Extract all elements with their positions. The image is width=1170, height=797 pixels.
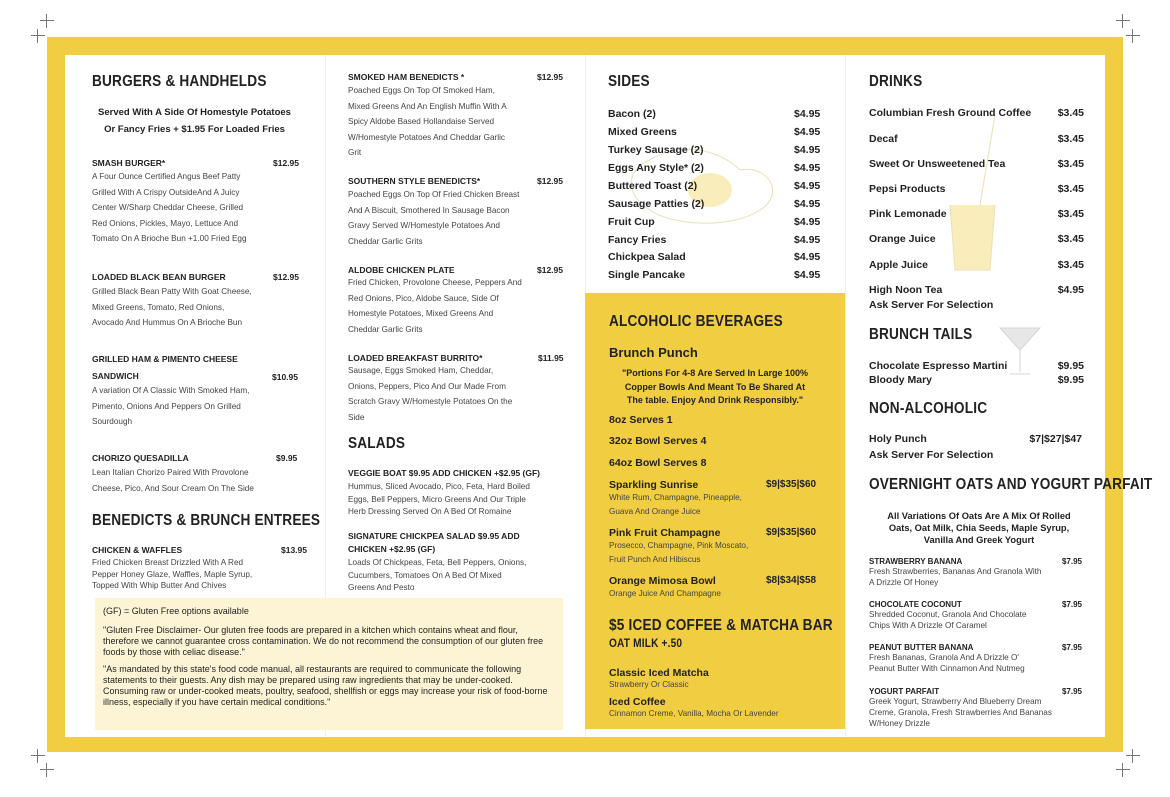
item-price: $10.95 xyxy=(272,372,298,382)
item-price: $4.95 xyxy=(794,126,821,138)
item-name: Bloody Mary xyxy=(869,374,933,386)
benedicts-heading: BENEDICTS & BRUNCH ENTREES xyxy=(92,512,321,529)
drinks-heading: DRINKS xyxy=(869,73,923,90)
item-name: GRILLED HAM & PIMENTO CHEESE xyxy=(92,354,238,364)
sides-heading: SIDES xyxy=(608,73,650,90)
drink-item xyxy=(869,158,1084,170)
item-name: ALDOBE CHICKEN PLATE xyxy=(348,265,455,275)
side-item xyxy=(608,180,828,192)
item-name: STRAWBERRY BANANA xyxy=(869,557,963,566)
item-price: $7.95 xyxy=(1061,643,1082,652)
menu-item xyxy=(92,272,297,331)
item-name: PEANUT BUTTER BANANA xyxy=(869,643,974,652)
item-price: $4.95 xyxy=(794,216,821,228)
item-price: $4.95 xyxy=(794,162,821,174)
item-desc: Fresh Bananas, Granola And A Drizzle O' Peanut Butter With Cinnamon And Nutmeg xyxy=(869,653,1025,673)
side-item xyxy=(608,162,828,174)
item-name: Orange Mimosa Bowl xyxy=(609,575,716,587)
salads-heading: SALADS xyxy=(348,435,406,452)
drink-item xyxy=(869,259,1084,271)
item-name: Pepsi Products xyxy=(869,183,946,195)
column-divider xyxy=(845,55,846,737)
menu-item xyxy=(92,354,297,430)
item-desc: Poached Eggs On Top Of Fried Chicken Breast And A Biscuit, Smothered In Sausage Bacon Gravy Served W/Homestyle Potatoes And Cheddar Garlic Grits xyxy=(348,190,520,246)
item-desc: Prosecco, Champagne, Pink Moscato, Fruit Punch And Hibiscus xyxy=(609,541,749,564)
item-price: $3.45 xyxy=(1057,158,1084,170)
menu-item xyxy=(869,643,1082,675)
item-name: Pink Lemonade xyxy=(869,208,947,220)
gluten-disclaimer: "Gluten Free Disclaimer- Our gluten free foods are prepared in a kitchen which contains wheat and flour, therefore we cannot guarantee cross contamination. We do not recommend the consumption of our gluten free foods by those with celiac disease." xyxy=(103,625,544,657)
side-item xyxy=(608,251,828,263)
item-price: $3.45 xyxy=(1057,259,1084,271)
item-desc: Hummus, Sliced Avocado, Pico, Feta, Hard Boiled Eggs, Bell Peppers, Micro Greens And Our Triple Herb Dressing Served On A Bed Of Romaine xyxy=(348,482,530,516)
item-price: $12.95 xyxy=(537,176,563,186)
item-name: Bacon (2) xyxy=(608,108,656,120)
item-desc: Loads Of Chickpeas, Feta, Bell Peppers, Onions, Cucumbers, Tomatoes On A Bed Of Mixed Greens And Pesto xyxy=(348,558,527,592)
item-desc: Cinnamon Creme, Vanilla, Mocha Or Lavender xyxy=(609,709,779,718)
item-desc: Grilled Black Bean Patty With Goat Cheese, Mixed Greens, Tomato, Red Onions, Avocado And Hummus On A Brioche Bun xyxy=(92,287,252,327)
item-name: VEGGIE BOAT $9.95 ADD CHICKEN +$2.95 (GF) xyxy=(348,468,541,478)
menu-item xyxy=(869,557,1082,589)
food-code-notice: "As mandated by this state's food code manual, all restaurants are required to communicate the following statements to their guests. Any dish may be prepared using raw ingredients that may be under-cooked. Consuming raw or under-cooked meats, poultry, seafood, shellfish or eggs may increase your risk of food-borne illness, especially if you have certain medical conditions." xyxy=(103,664,548,707)
gf-note: (GF) = Gluten Free options available xyxy=(103,606,249,616)
menu-item xyxy=(609,575,823,601)
menu-item xyxy=(869,433,1082,445)
menu-item xyxy=(609,667,709,690)
side-item xyxy=(608,198,828,210)
item-price: $9.95 xyxy=(1057,360,1084,372)
item-price: $4.95 xyxy=(794,180,821,192)
item-price: $4.95 xyxy=(794,198,821,210)
item-desc: Sausage, Eggs Smoked Ham, Cheddar, Onions, Peppers, Pico And Our Made From Scratch Gravy W/Homestyle Potatoes On the Side xyxy=(348,366,513,422)
item-name: SMOKED HAM BENEDICTS * xyxy=(348,72,465,82)
item-name: Fruit Cup xyxy=(608,216,655,228)
side-item xyxy=(608,216,828,228)
item-name: CHOCOLATE COCONUT xyxy=(869,600,962,609)
item-name: Sparkling Sunrise xyxy=(609,479,699,491)
item-name: High Noon Tea xyxy=(869,284,943,296)
item-name: Mixed Greens xyxy=(608,126,677,138)
drink-item xyxy=(869,107,1084,119)
crop-mark-icon xyxy=(1116,763,1130,777)
item-name: Sausage Patties (2) xyxy=(608,198,705,210)
item-name: Orange Juice xyxy=(869,233,936,245)
punch-size: 8oz Serves 1 xyxy=(609,414,673,426)
item-name: CHORIZO QUESADILLA xyxy=(92,453,189,463)
crop-mark-icon xyxy=(31,29,45,43)
menu-item xyxy=(92,158,297,247)
item-price: $3.45 xyxy=(1057,183,1084,195)
menu-item xyxy=(348,353,563,425)
menu-item xyxy=(348,265,563,337)
item-name: SOUTHERN STYLE BENEDICTS* xyxy=(348,176,481,186)
item-price: $13.95 xyxy=(281,545,307,555)
item-name: Sweet Or Unsweetened Tea xyxy=(869,158,1006,170)
drink-item xyxy=(869,233,1084,245)
item-name: Pink Fruit Champagne xyxy=(609,527,721,539)
item-name: Single Pancake xyxy=(608,269,686,281)
item-name: SIGNATURE CHICKPEA SALAD $9.95 ADD xyxy=(348,531,520,541)
item-name: Fancy Fries xyxy=(608,234,667,246)
item-price: $4.95 xyxy=(1057,284,1084,296)
crop-mark-icon xyxy=(1126,29,1140,43)
item-desc: Orange Juice And Champagne xyxy=(609,589,721,598)
item-desc: Shredded Coconut, Granola And Chocolate Chips With A Drizzle Of Caramel xyxy=(869,610,1027,630)
item-name: LOADED BREAKFAST BURRITO* xyxy=(348,353,483,363)
burgers-intro xyxy=(92,104,297,138)
item-price: $4.95 xyxy=(794,144,821,156)
burgers-heading: BURGERS & HANDHELDS xyxy=(92,73,267,90)
item-desc: Poached Eggs On Top Of Smoked Ham, Mixed Greens And An English Muffin With A Spicy Aldobe Based Hollandaise Served W/Homestyle Potatoes And Cheddar Garlic Grit xyxy=(348,86,507,157)
burgers-intro-line: Served With A Side Of Homestyle Potatoes xyxy=(98,107,291,118)
item-price: $7|$27|$47 xyxy=(1029,433,1082,445)
item-price: $4.95 xyxy=(794,251,821,263)
item-price: $11.95 xyxy=(538,353,564,363)
non-alcoholic-note: Ask Server For Selection xyxy=(869,449,994,461)
item-name: Eggs Any Style* (2) xyxy=(608,162,704,174)
item-name: LOADED BLACK BEAN BURGER xyxy=(92,272,226,282)
item-desc: Greek Yogurt, Strawberry And Blueberry Dream Creme, Granola, Fresh Strawberries And Bananas W/Honey Drizzle xyxy=(869,697,1052,728)
item-price: $4.95 xyxy=(794,234,821,246)
item-name: SANDWICH xyxy=(92,371,139,381)
item-name: Holy Punch xyxy=(869,433,927,445)
item-price: $9|$35|$60 xyxy=(766,479,817,490)
item-name: Chickpea Salad xyxy=(608,251,686,263)
item-price: $9|$35|$60 xyxy=(766,527,817,538)
burgers-intro-line: Or Fancy Fries + $1.95 For Loaded Fries xyxy=(104,124,285,135)
item-price: $8|$34|$58 xyxy=(766,575,817,586)
side-item xyxy=(608,269,828,281)
item-desc: White Rum, Champagne, Pineapple, Guava And Orange Juice xyxy=(609,493,742,516)
item-price: $12.95 xyxy=(537,265,563,275)
item-price: $3.45 xyxy=(1057,133,1084,145)
menu-item xyxy=(869,600,1082,632)
item-price: $12.95 xyxy=(273,272,299,282)
oats-intro: All Variations Of Oats Are A Mix Of Rolled Oats, Oat Milk, Chia Seeds, Maple Syrup, Vanilla And Greek Yogurt xyxy=(887,511,1071,545)
brunch-tails-heading: BRUNCH TAILS xyxy=(869,326,973,343)
item-desc: Lean Italian Chorizo Paired With Provolone Cheese, Pico, And Sour Cream On The Side xyxy=(92,468,254,493)
menu-item xyxy=(348,72,563,161)
item-desc: Fried Chicken, Provolone Cheese, Peppers And Red Onions, Pico, Aldobe Sauce, Side Of Homestyle Potatoes, Mixed Greens And Cheddar Garlic Grits xyxy=(348,278,522,334)
drink-item xyxy=(869,208,1084,220)
drink-item xyxy=(869,183,1084,195)
menu-item xyxy=(609,696,779,719)
item-price: $7.95 xyxy=(1061,687,1082,696)
item-price: $3.45 xyxy=(1057,233,1084,245)
crop-mark-icon xyxy=(1126,749,1140,763)
item-name: Buttered Toast (2) xyxy=(608,180,698,192)
menu-item xyxy=(348,176,563,249)
item-name: Columbian Fresh Ground Coffee xyxy=(869,107,1032,119)
menu-item xyxy=(869,374,1084,386)
punch-size: 32oz Bowl Serves 4 xyxy=(609,435,707,447)
drink-item xyxy=(869,133,1084,145)
menu-item xyxy=(609,479,823,518)
high-noon-note: Ask Server For Selection xyxy=(869,299,994,311)
item-price: $12.95 xyxy=(537,72,563,82)
item-price: $3.45 xyxy=(1057,107,1084,119)
crop-mark-icon xyxy=(40,14,54,28)
crop-mark-icon xyxy=(40,763,54,777)
side-item xyxy=(608,234,828,246)
crop-mark-icon xyxy=(1116,14,1130,28)
item-price: $9.95 xyxy=(1057,374,1084,386)
drink-item xyxy=(869,284,1084,296)
item-price: $12.95 xyxy=(273,158,299,168)
menu-item xyxy=(869,360,1084,372)
item-price: $7.95 xyxy=(1061,557,1082,566)
item-name: Decaf xyxy=(869,133,898,145)
item-name: YOGURT PARFAIT xyxy=(869,687,940,696)
menu-item xyxy=(869,687,1082,729)
item-desc: A Four Ounce Certified Angus Beef Patty Grilled With A Crispy OutsideAnd A Juicy Center W/Sharp Cheddar Cheese, Grilled Red Onions, Pickles, Mayo, Lettuce And Tomato On A Brioche Bun +1.00 Fried Egg xyxy=(92,172,247,243)
brunch-punch-title: Brunch Punch xyxy=(609,345,698,360)
item-name: CHICKEN & WAFFLES xyxy=(92,545,183,555)
item-price: $4.95 xyxy=(794,269,821,281)
item-price: $7.95 xyxy=(1061,600,1082,609)
item-name: Apple Juice xyxy=(869,259,928,271)
disclaimer-box xyxy=(95,598,563,730)
side-item xyxy=(608,108,828,120)
iced-coffee-heading: $5 ICED COFFEE & MATCHA BAR xyxy=(609,617,833,634)
item-name: Classic Iced Matcha xyxy=(609,667,709,679)
menu-item xyxy=(348,468,563,519)
item-name: CHICKEN +$2.95 (GF) xyxy=(348,544,436,554)
side-item xyxy=(608,126,828,138)
item-name: Chocolate Espresso Martini xyxy=(869,360,1008,372)
item-desc: Strawberry Or Classic xyxy=(609,680,689,689)
item-price: $9.95 xyxy=(276,453,298,463)
item-desc: A variation Of A Classic With Smoked Ham, Pimento, Onions And Peppers On Grilled Sourdough xyxy=(92,386,250,426)
menu-item xyxy=(348,531,563,595)
item-name: SMASH BURGER* xyxy=(92,158,166,168)
alcoholic-heading: ALCOHOLIC BEVERAGES xyxy=(609,313,783,330)
oats-heading: OVERNIGHT OATS AND YOGURT PARFAIT xyxy=(869,476,1153,493)
menu-item xyxy=(609,527,823,566)
brunch-punch-note: "Portions For 4-8 Are Served In Large 100% Copper Bowls And Meant To Be Shared At The table. Enjoy And Drink Responsibly." xyxy=(622,368,808,405)
side-item xyxy=(608,144,828,156)
item-name: Turkey Sausage (2) xyxy=(608,144,704,156)
menu-item xyxy=(92,545,307,592)
item-price: $3.45 xyxy=(1057,208,1084,220)
item-name: Iced Coffee xyxy=(609,696,666,708)
oat-milk-note: OAT MILK +.50 xyxy=(609,638,683,650)
crop-mark-icon xyxy=(31,749,45,763)
menu-item xyxy=(92,453,297,496)
non-alcoholic-heading: NON-ALCOHOLIC xyxy=(869,400,988,417)
item-desc: Fried Chicken Breast Drizzled With A Red Pepper Honey Glaze, Waffles, Maple Syrup, Topped With Whip Butter And Chives xyxy=(92,558,253,590)
item-price: $4.95 xyxy=(794,108,821,120)
punch-size: 64oz Bowl Serves 8 xyxy=(609,457,707,469)
item-desc: Fresh Strawberries, Bananas And Granola With A Drizzle Of Honey xyxy=(869,567,1042,587)
